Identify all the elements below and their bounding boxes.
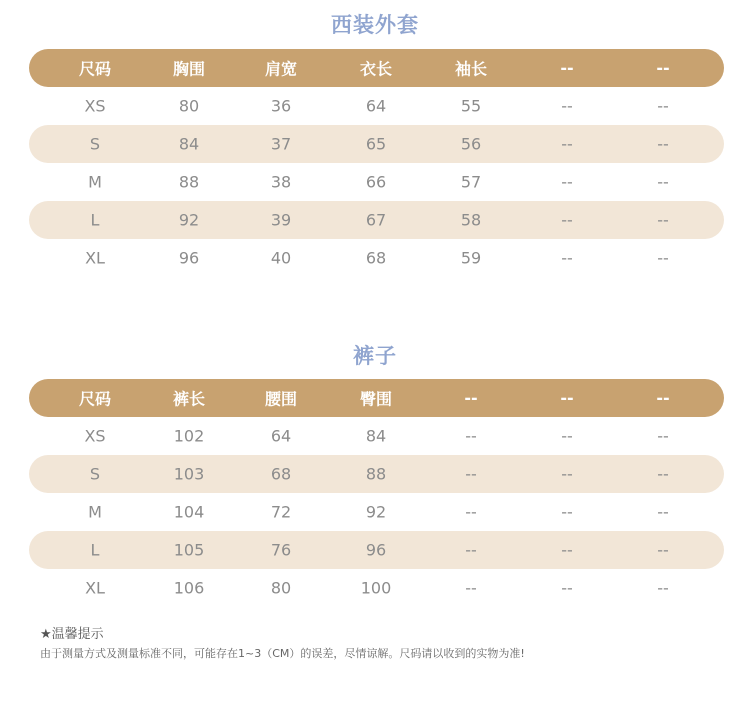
table-cell: -- (465, 502, 477, 522)
table-cell: -- (561, 464, 573, 484)
table-cell: L (90, 540, 100, 560)
table-cell: L (90, 210, 100, 230)
table-row (29, 531, 724, 569)
table-cell: XL (85, 248, 105, 268)
table-cell: -- (657, 96, 669, 116)
table-row (29, 163, 724, 201)
jacket-size-table (29, 49, 724, 277)
table-cell: 56 (460, 134, 482, 154)
table-row (29, 125, 724, 163)
table-cell: 84 (178, 134, 200, 154)
table-cell: 96 (365, 540, 387, 560)
table-cell: M (88, 502, 102, 522)
header-cell: 腰围 (264, 389, 297, 409)
table-cell: -- (561, 502, 573, 522)
header-cell: 衣长 (359, 59, 392, 79)
table-row (29, 87, 724, 125)
table-cell: 57 (460, 172, 482, 192)
table-cell: 38 (270, 172, 292, 192)
header-cell: 肩宽 (264, 59, 297, 79)
table-cell: 76 (270, 540, 292, 560)
table-cell: -- (657, 578, 669, 598)
table-cell: -- (657, 540, 669, 560)
table-cell: 104 (173, 502, 205, 522)
size-note (40, 626, 730, 662)
table-cell: XS (84, 426, 106, 446)
table-cell: 64 (365, 96, 387, 116)
table-header-row (29, 49, 724, 87)
table-cell: -- (465, 464, 477, 484)
table-cell: 64 (270, 426, 292, 446)
header-cell: 胸围 (172, 59, 205, 79)
table-cell: 40 (270, 248, 292, 268)
table-cell: 80 (270, 578, 292, 598)
header-cell: -- (656, 58, 670, 78)
table-cell: 100 (360, 578, 392, 598)
table-cell: 106 (173, 578, 205, 598)
table-cell: 92 (365, 502, 387, 522)
table-row (29, 493, 724, 531)
table-cell: 88 (365, 464, 387, 484)
table-cell: 36 (270, 96, 292, 116)
table-cell: 58 (460, 210, 482, 230)
table-cell: S (89, 134, 101, 154)
table-cell: 72 (270, 502, 292, 522)
table-cell: 55 (460, 96, 482, 116)
table-cell: -- (657, 502, 669, 522)
header-cell: -- (656, 388, 670, 408)
jacket-section-title: 西装外套 (331, 13, 419, 37)
table-cell: -- (561, 134, 573, 154)
table-cell: -- (657, 248, 669, 268)
header-cell: -- (464, 388, 478, 408)
table-cell: -- (657, 426, 669, 446)
table-row (29, 201, 724, 239)
table-cell: 102 (173, 426, 205, 446)
pants-size-table (29, 379, 724, 607)
table-cell: S (89, 464, 101, 484)
table-row (29, 455, 724, 493)
table-cell: 59 (460, 248, 482, 268)
pants-section-title: 裤子 (353, 344, 397, 368)
table-cell: -- (657, 134, 669, 154)
table-cell: XL (85, 578, 105, 598)
table-cell: 80 (178, 96, 200, 116)
table-cell: 92 (178, 210, 200, 230)
table-cell: 37 (270, 134, 292, 154)
table-header-row (29, 379, 724, 417)
table-cell: -- (561, 172, 573, 192)
table-cell: 103 (173, 464, 205, 484)
table-row (29, 569, 724, 607)
table-cell: -- (561, 578, 573, 598)
table-row (29, 239, 724, 277)
table-cell: 88 (178, 172, 200, 192)
header-cell: -- (560, 388, 574, 408)
note-title: ★温馨提示 (40, 627, 104, 642)
table-cell: 65 (365, 134, 387, 154)
table-cell: XS (84, 96, 106, 116)
header-cell: 尺码 (78, 59, 111, 79)
table-cell: -- (561, 210, 573, 230)
table-cell: 84 (365, 426, 387, 446)
table-cell: 105 (173, 540, 205, 560)
table-cell: -- (657, 464, 669, 484)
table-cell: -- (465, 540, 477, 560)
header-cell: 尺码 (78, 389, 111, 409)
table-cell: -- (465, 578, 477, 598)
table-cell: 67 (365, 210, 387, 230)
table-cell: M (88, 172, 102, 192)
table-cell: -- (561, 248, 573, 268)
table-cell: 68 (270, 464, 292, 484)
table-cell: -- (561, 426, 573, 446)
header-cell: 袖长 (454, 59, 487, 79)
table-cell: -- (561, 96, 573, 116)
table-cell: -- (465, 426, 477, 446)
header-cell: -- (560, 58, 574, 78)
table-cell: 68 (365, 248, 387, 268)
table-cell: 96 (178, 248, 200, 268)
table-cell: 66 (365, 172, 387, 192)
header-cell: 裤长 (172, 389, 205, 409)
table-row (29, 417, 724, 455)
table-cell: -- (657, 172, 669, 192)
header-cell: 臀围 (359, 389, 392, 409)
note-body: 由于测量方式及测量标准不同，可能存在1~3（CM）的误差，尽情谅解。尺码请以收到的实物为准! (40, 647, 525, 660)
table-cell: -- (561, 540, 573, 560)
table-cell: 39 (270, 210, 292, 230)
table-cell: -- (657, 210, 669, 230)
